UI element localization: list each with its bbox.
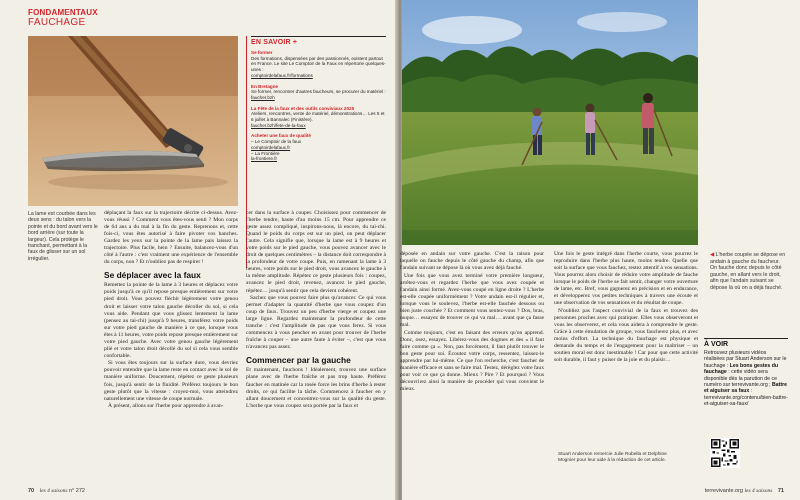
sidebar-title: EN SAVOIR + [251,36,386,46]
sidebar-block-heading: En Bretagne [251,83,279,89]
photo-caption: La lame est courbée dans les deux sens : du talon vers la pointe et du bord avant vers le bord arrière (sur toute la largeur). Cela protège le tranchant, permettant à la faux de glisser sur un sol irrégulier. [28,211,98,262]
video-title[interactable]: Les bons gestes du fauchage [704,362,779,376]
body-column-3 [400,251,544,491]
paragraph: À présent, allons sur l'herbe pour apprendre à avan- [108,403,224,410]
left-page [0,0,398,500]
scythe-blade-photo [28,36,238,206]
paragraph: déplaçant la faux sur la trajectoire décrite ci-dessus. Avez-vous réussi ? Comment vous êtes-vous senti ? Mon corps de 64 ans a du mal à la fin du geste. Reprenons et, cette fois-ci, vous êtes autorisé à faire pivoter vos hanches. Gardez les yeux sur la pointe de la lame pais laissez la trajectoire. Plus facile, hein ? Ensuite, balancez-vous d'un côté à l'autre : c'est vraiment une expérience de l'ensemble du corps, non ? Et n'oubliez pas de respirer ! [104,210,238,266]
sidebar-link[interactable]: faucher.bzh [251,94,275,100]
sidebar-block [251,84,386,101]
a-voir-text: Retrouvez plusieurs vidéos réalisées par Stuart Anderson sur le fauchage : [704,350,787,369]
sidebar-block-heading: Se former [251,50,273,55]
a-voir-text: : cette vidéo sera disponible dès la parution de ce numéro sur terrevivante.org ; [704,369,777,389]
sidebar-block [251,106,386,129]
paragraph: Et maintenant, fauchons ! Idéalement, trouvez une surface plane avec de l'herbe fraîche et pas trop haute. Préférez faucher en matinée car la rosée force les brins d'herbe à rester droits, ce qui facilite la tâche. Commencez à faucher en y allant doucement et concentrez-vous sur la qualité du geste. L'herbe que vous coupez sera portée par la faux et [246,367,386,409]
author-credit: Stuart Anderson remercie Julie Rubella et Delphine Mognier pour leur aide à la rédaction de cet article. [558,452,667,463]
paragraph: Une fois le geste intégré dans l'herbe courte, vous pourrez le reproduire dans l'herbe plus haute, moins tendre. Quelle que soit la surface que vous fauchez, restez attentif à vos sensations. Vous pourrez alors choisir de réduire votre amplitude de fauche lorsque le poids de l'herbe se fait sentir, changer votre ouverture de lame, etc. Bref, vous gagnerez en précision et en endurance, et développerez vos petites techniques à travers une écoute et une observation de vos sensations et du résultat de coupe. [554,251,698,307]
sidebar-block [251,50,386,79]
paragraph: déposée en andain sur votre gauche. C'est la raison pour laquelle on fauche depuis le côté gauche du champ, afin que l'andain suivant se dépose là où vous avez déjà fauché. [400,251,544,272]
body-column-4 [554,251,698,447]
photo-caption [704,252,788,292]
sidebar-block-text: Se former, rencontrer d'autres faucheurs, se procurer du matériel : [251,89,386,95]
caption-text: L'herbe coupée se dépose en andain à gauche du faucheur. On fauche donc depuis le côté gauche, en allant vers le droit, afin que l'andain suivant se dépose là où on a déjà fauché. [710,252,786,291]
paragraph: Remettez la pointe de la lame à 3 heures et déplacez votre poids jusqu'à ce qu'il repose presque entièrement sur votre pied droit. Vous pouvez fléchir légèrement votre genou droit et laisser votre talon gauche décoller du sol, si cela vous aide. Pendant que vous glissez lentement la lame (pensez au tai-chi) jusqu'à 9 heures, transférez votre poids sur votre pied gauche de manière à ce que, lorsque vous êtes à 11 heures, votre poids repose presque entièrement sur votre pied gauche. Avec votre genou gauche légèrement plié et votre talon droit décollé du sol si cela vous semble confortable. [104,282,238,359]
paragraph: Comme toujours, c'est en faisant des erreurs qu'on apprend. Donc, osez, essayez. Libérez-vous des dogmes et des « il faut faire comme ça ». Non, pas forcément, il faut plutôt trouver le bon geste pour soi. Écoutez votre corps, ressentez, laissez-le apprendre par lui-même. Ce que l'on recherche, c'est faucher de manière efficace et sans se faire mal. Testez, dérèglez votre faux pour voir ce que ça donne. Mieux ? Pire ? Et pourquoi ? Vous découvrirez ainsi la manière de procéder qui vous convient le mieux. [400,329,544,392]
sidebar-block-text: – La Frontière [251,150,280,156]
sidebar-block-heading: Acheter une faux de qualité [251,133,311,139]
magazine-name: les 4 saisons [744,488,773,494]
issue-number: n° 272 [69,488,85,494]
paragraph: Une fois que vous avez terminé votre première longueur, arrêtez-vous et regardez l'herbe que vous avez coupée et l'andain ainsi formé. Avez-vous coupé en ligne droite ? L'herbe est-elle coupée uniformément ? Votre andain est-il régulier et, lorsque vous le soulevez, l'herbe est-elle fauchée dessous ou bien juste couchée ? Et comment vous sentez-vous ? Dos, bras, nuque… essayez de trouver ce qui va mal… avant que ça fasse mal. [400,272,544,328]
section-title: FAUCHAGE [28,17,86,28]
sidebar-link[interactable]: comptoirdelafaux.fr [251,144,291,150]
a-voir-box [704,338,788,408]
kicker: FONDAMENTAUX [28,8,98,17]
website-url: terrevivante.org [704,488,743,494]
page-number: 71 [777,488,784,494]
sidebar-block-heading: La Fête de la faux et des outils conviviaux 2025 [251,105,355,111]
sidebar-link[interactable]: faucher.bzh/fete-de-la-faux [251,122,306,128]
sidebar-block-text: – Le Comptoir de la faux [251,139,302,145]
sidebar-block [251,133,386,162]
sidebar-link[interactable]: la-frontiere.fr [251,156,278,162]
folio-right [705,488,784,494]
sidebar-block-text: Ateliers, rencontres, vente de matériel, démonstrations… Les 5 et 6 juillet à Bannalec (Finistère). [251,111,385,123]
mowing-field-photo [402,0,698,245]
subheading: Commencer par la gauche [246,355,351,366]
magazine-name: les 4 saisons [39,488,68,494]
body-column-1 [104,210,238,490]
paragraph: Sachez que vous pouvez faire plus qu'avancer. Ce qui vous permet d'adapter la quantité d'herbe que vous coupez d'un coup de faux. Trouvez un peu d'herbe vierge et coupez une large ligne. Regardez maintenant la profondeur de cette tranche : c'est l'amplitude de pas que vous ferez. Si vous commencez à vous pencher en avant pour trouver de l'herbe fraîche à couper – une autre faute à éviter –, c'est que vous n'avancez pas assez. [246,295,386,351]
paragraph: N'oubliez pas l'aspect convivial de la faux et trouvez des personnes proches avec qui pratiquer. Elles vous observeront et vous les observerez, et cela vous aidera à comprendre le geste. Grâce à cette émulation de groupe, vous faucherez plus, et avec moins d'effort. La technique du fauchage est physique et demande du temps et de l'engagement pour la maîtriser – un soutien moral est donc inestimable ! Car pour que cette activité soit durable, il faut y puiser de la joie et du plaisir… [554,307,698,364]
video-title[interactable]: Battre et aiguiser sa faux [704,382,788,395]
sidebar-link[interactable]: comptoirdelafaux.fr/formations [251,72,313,78]
page-number: 70 [28,488,35,494]
paragraph: cer dans la surface à couper. Choisissez pour commencer de l'herbe tendre, haute d'au moins 15 cm. Pour apprendre ce geste assez compliqué, inspirons-nous, là encore, du tai-chi. Quand le poids du corps est sur un pied, on peut déplacer l'autre. Cela signifie que, lorsque la lame est à 9 heures et votre poids sur le pied gauche, vous pouvez avancer avec le droit de quelques centimètres – la distance doit correspondre à la profondeur de votre coupe. Puis, en ramenant la lame à 3 heures, votre poids sur le pied droit, vous avancez le gauche à la même amplitude. Répétez ce geste plusieurs fois : coupez, avancez le pied droit, revenez, avancez le pied gauche, répétez… jusqu'à sentir que cela devient cohérent. [246,210,386,294]
paragraph: Si vous êtes toujours sur la surface dure, vous devriez pouvoir entendre que la lame reste en contact avec le sol de manière uniforme. Doucement, répétez ce geste plusieurs fois, jusqu'à sentir de la fluidité. Préférez toujours le bon geste plutôt que la vitesse : croyez-moi, vous atteindrez naturellement une vitesse de coupe normale. [104,360,238,402]
sidebar-block-text: Des formations, dispensées par des passionnés, existent partout en France. Le site Le Comptoir de la Faux en répertorie quelques-unes : [251,55,386,73]
subheading: Se déplacer avec la faux [104,270,201,281]
folio-left [28,488,85,494]
a-voir-link[interactable]: : terrevivante.org/contenu/bien-battre-et-aiguiser-sa-faux/ [704,388,788,408]
right-page [402,0,800,500]
body-column-2 [246,210,386,490]
qr-code-icon[interactable] [710,438,740,468]
caption-arrow-icon: ◀ [710,252,716,258]
a-voir-title: À VOIR [704,338,788,348]
